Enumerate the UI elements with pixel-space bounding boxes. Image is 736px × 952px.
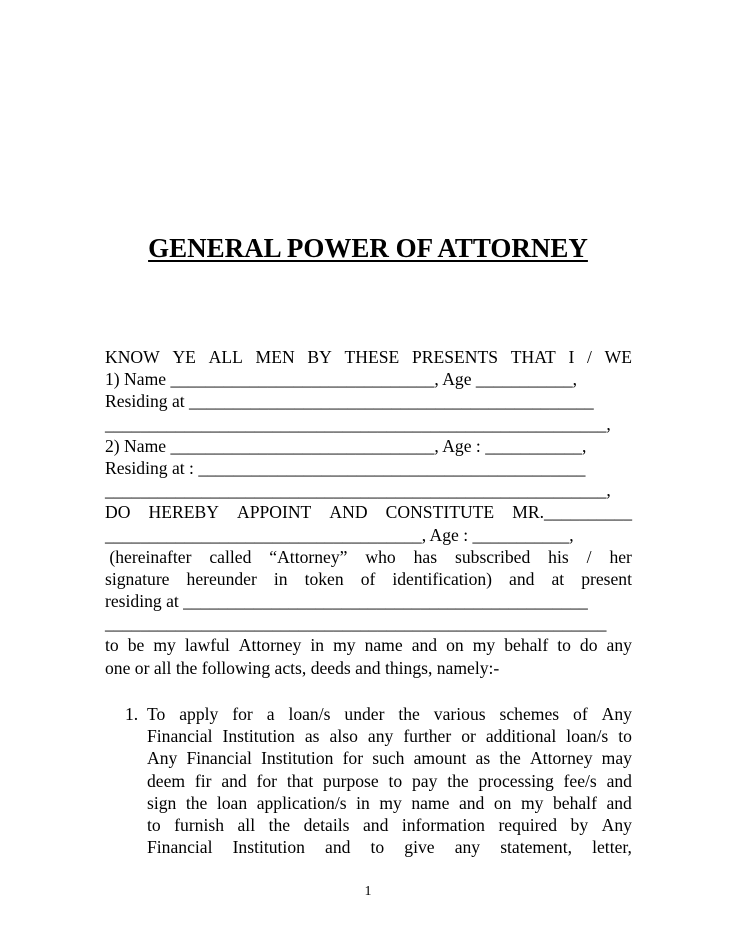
word: signature — [105, 568, 170, 589]
word: all — [237, 814, 256, 835]
word: APPOINT — [237, 502, 312, 523]
word: (hereinafter — [105, 546, 192, 567]
word: further — [403, 726, 452, 747]
word: as — [475, 748, 491, 769]
word: subscribed — [455, 546, 531, 567]
body-line: _________________________________________________________, — [105, 413, 611, 434]
word: PRESENTS — [412, 347, 499, 367]
word: Institution — [222, 726, 295, 747]
body-line: Residing at ______________________________________________ — [105, 391, 594, 412]
word: THAT — [510, 347, 556, 367]
word: HEREBY — [148, 502, 219, 523]
word: give — [404, 837, 435, 858]
word: may — [601, 748, 632, 769]
word: for — [342, 748, 364, 769]
word: to — [147, 814, 161, 835]
word: has — [413, 546, 438, 567]
word: / — [586, 546, 592, 567]
word: purpose — [323, 770, 379, 791]
word: Financial — [147, 837, 213, 858]
body-line — [105, 568, 632, 590]
word: KNOW — [105, 347, 160, 367]
word: amount — [413, 748, 467, 769]
word: token — [304, 568, 344, 589]
word: and — [606, 770, 632, 791]
word: various — [433, 704, 486, 724]
list-item-line — [147, 725, 632, 747]
word: and — [606, 792, 632, 813]
word: that — [286, 770, 314, 791]
word: Financial — [147, 726, 213, 747]
word: and — [509, 568, 535, 589]
word: to — [370, 837, 385, 858]
word: in — [310, 635, 325, 656]
body-line: one or all the following acts, deeds and things, namely:- — [105, 657, 500, 678]
word: WE — [604, 347, 632, 367]
word: processing — [478, 770, 554, 791]
list-number: 1. — [125, 704, 139, 724]
word: of — [360, 568, 376, 589]
word: lawful — [184, 635, 230, 656]
word: schemes — [499, 704, 560, 724]
word: identification) — [392, 568, 493, 589]
word: my — [333, 635, 356, 656]
word: the — [398, 704, 420, 724]
word: under — [344, 704, 385, 724]
word: fir — [194, 770, 212, 791]
word: loan/s — [288, 704, 331, 724]
word: CONSTITUTE — [385, 502, 495, 523]
word: BY — [307, 347, 332, 367]
word: and — [221, 770, 247, 791]
word: Institution — [261, 748, 334, 769]
word: my — [153, 635, 176, 656]
word: who — [365, 546, 396, 567]
word: I — [568, 347, 575, 367]
word: loan/s — [566, 726, 609, 747]
word: information — [401, 814, 485, 835]
word: Attorney — [529, 748, 593, 769]
word: and — [325, 837, 351, 858]
word: do — [579, 635, 598, 656]
word: MEN — [255, 347, 295, 367]
word: be — [127, 635, 145, 656]
word: and — [411, 635, 438, 656]
word: the — [268, 814, 291, 835]
word: apply — [179, 704, 219, 724]
word: loan — [216, 792, 248, 813]
word: name — [411, 792, 450, 813]
word: Any — [147, 748, 178, 769]
word: application/s — [256, 792, 347, 813]
body-line — [105, 501, 632, 523]
word: MR.__________ — [512, 502, 632, 523]
word: To — [147, 704, 166, 724]
body-line: ____________________________________, Age : ___________, — [105, 524, 574, 545]
word: on — [446, 635, 464, 656]
body-line: _________________________________________________________, — [105, 480, 611, 501]
word: name — [364, 635, 403, 656]
word: as — [304, 726, 320, 747]
word: Financial — [186, 748, 252, 769]
word: in — [273, 568, 288, 589]
word: ALL — [208, 347, 243, 367]
word: my — [472, 635, 496, 656]
word: / — [587, 347, 592, 367]
word: also — [329, 726, 358, 747]
word: AND — [329, 502, 368, 523]
body-line: residing at ______________________________________________ — [105, 591, 588, 612]
word: for — [232, 704, 253, 724]
word: “Attorney” — [269, 546, 348, 567]
word: to — [388, 770, 403, 791]
body-line — [105, 634, 632, 656]
word: sign — [147, 792, 177, 813]
body-line: Residing at : ____________________________________________ — [105, 457, 586, 478]
page-number: 1 — [364, 884, 372, 899]
word: DO — [105, 502, 131, 523]
list-item-line — [147, 747, 632, 769]
word: Any — [601, 704, 632, 724]
list-item-line — [147, 814, 632, 836]
word: behalf — [552, 792, 597, 813]
word: such — [372, 748, 405, 769]
word: details — [303, 814, 350, 835]
word: present — [581, 568, 632, 589]
list-item — [105, 703, 632, 858]
document-body — [105, 346, 632, 679]
word: deem — [147, 770, 186, 791]
word: additional — [485, 726, 557, 747]
word: hereunder — [186, 568, 257, 589]
word: furnish — [174, 814, 225, 835]
word: any — [454, 837, 481, 858]
word: to — [557, 635, 571, 656]
word: on — [493, 792, 512, 813]
list-item-line — [147, 703, 632, 725]
word: at — [551, 568, 565, 589]
list-item-line — [147, 770, 632, 792]
word: for — [256, 770, 278, 791]
word: and — [362, 814, 389, 835]
word: Institution — [232, 837, 305, 858]
word: YE — [172, 347, 196, 367]
word: his — [548, 546, 569, 567]
body-line: 1) Name ______________________________, Age ___________, — [105, 369, 578, 390]
word: the — [185, 792, 208, 813]
word: called — [209, 546, 252, 567]
word: or — [461, 726, 476, 747]
body-line — [105, 346, 632, 368]
word: her — [609, 546, 632, 567]
list-item-line — [147, 792, 632, 814]
word: any — [606, 635, 632, 656]
word: my — [379, 792, 402, 813]
word: by — [570, 814, 589, 835]
word: behalf — [504, 635, 549, 656]
body-line: _________________________________________________________ — [105, 613, 607, 634]
word: in — [356, 792, 370, 813]
word: Attorney — [238, 635, 302, 656]
document-title: GENERAL POWER OF ATTORNEY — [148, 233, 588, 263]
word: letter, — [592, 837, 632, 858]
word: to — [105, 635, 119, 656]
word: of — [573, 704, 588, 724]
word: and — [458, 792, 485, 813]
body-line: 2) Name ______________________________, Age : ___________, — [105, 435, 587, 456]
numbered-list — [105, 703, 632, 858]
word: a — [266, 704, 275, 724]
word: the — [499, 748, 521, 769]
word: any — [367, 726, 394, 747]
word: Any — [601, 814, 632, 835]
word: required — [498, 814, 558, 835]
body-line — [105, 546, 632, 568]
word: to — [618, 726, 632, 747]
word: statement, — [500, 837, 573, 858]
word: my — [520, 792, 544, 813]
list-item-line — [147, 836, 632, 858]
word: the — [447, 770, 469, 791]
word: pay — [412, 770, 438, 791]
word: fee/s — [563, 770, 597, 791]
word: THESE — [344, 347, 400, 367]
